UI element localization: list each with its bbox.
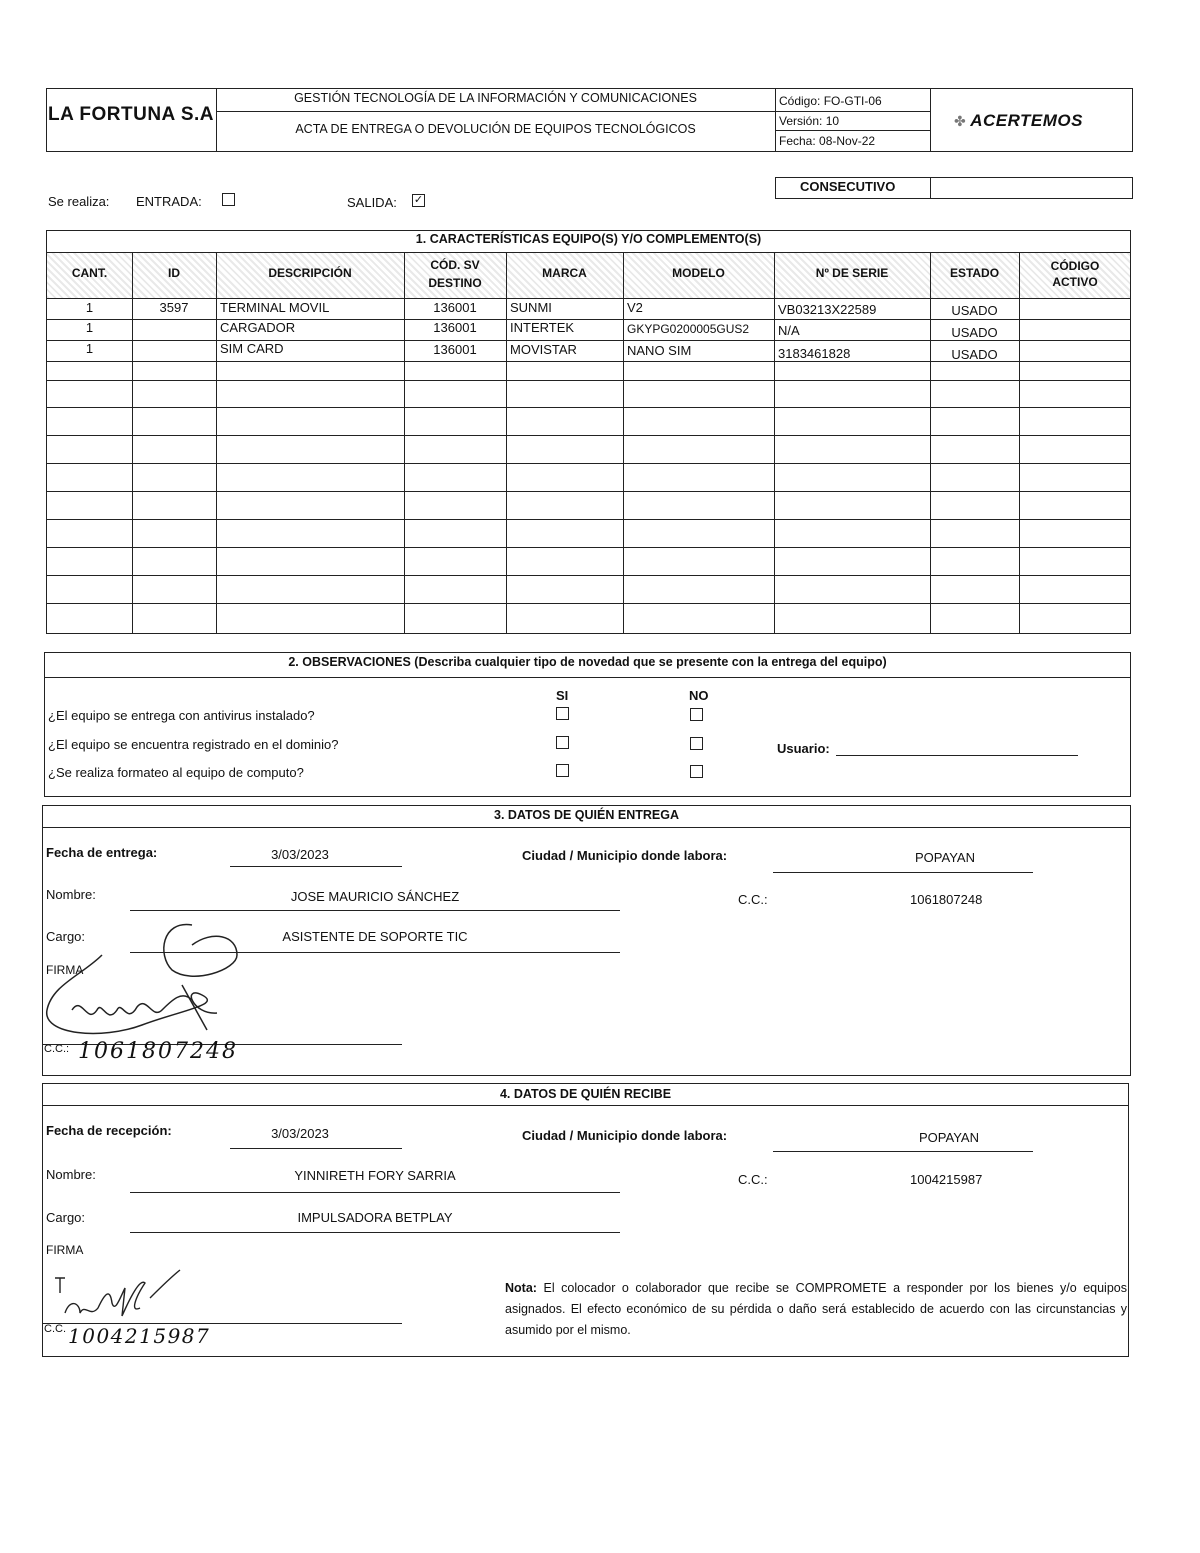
col-cod-sv-destino: CÓD. SV DESTINO	[428, 258, 482, 290]
recibe-firma-cc: 1004215987	[68, 1324, 211, 1348]
entrada-checkbox[interactable]	[222, 193, 235, 206]
cell-id: 3597	[159, 300, 189, 315]
usuario-field[interactable]	[836, 755, 1078, 756]
entrega-cargo: ASISTENTE DE SOPORTE TIC	[282, 929, 468, 944]
recibe-cc-label: C.C.:	[738, 1172, 768, 1187]
salida-label: SALIDA:	[347, 195, 397, 210]
department-title: GESTIÓN TECNOLOGÍA DE LA INFORMACIÓN Y COMUNICACIONES	[294, 91, 697, 105]
cell-cant: 1	[85, 320, 94, 335]
document-version: Versión: 10	[779, 114, 840, 128]
company-name: LA FORTUNA S.A	[47, 104, 215, 125]
cell-cod: 136001	[433, 320, 477, 335]
cell-cant: 1	[85, 341, 94, 356]
entrega-ciudad: POPAYAN	[915, 850, 975, 865]
dominio-no-checkbox[interactable]	[690, 737, 703, 750]
question-formateo: ¿Se realiza formateo al equipo de computo?	[48, 765, 304, 780]
no-label: NO	[689, 688, 709, 703]
cell-modelo: GKYPG0200005GUS2	[627, 322, 750, 336]
cell-cod: 136001	[433, 342, 477, 357]
cell-marca: SUNMI	[510, 300, 552, 315]
recibe-cc: 1004215987	[910, 1172, 983, 1187]
cell-modelo: NANO SIM	[627, 343, 692, 358]
cell-descripcion: SIM CARD	[220, 341, 284, 356]
question-dominio: ¿El equipo se encuentra registrado en el dominio?	[48, 737, 339, 752]
cell-descripcion: TERMINAL MOVIL	[220, 300, 330, 315]
document-date: Fecha: 08-Nov-22	[779, 134, 876, 148]
cell-estado: USADO	[951, 303, 998, 318]
usuario-label: Usuario:	[777, 741, 830, 756]
recibe-ciudad-label: Ciudad / Municipio donde labora:	[522, 1128, 728, 1143]
brand-name: ACERTEMOS	[970, 111, 1083, 130]
nota-text: El colocador o colaborador que recibe se COMPROMETE a responder por los bienes y/o equipos asignados. El efecto económico de su pérdida o daño será establecido de acuerdo con las circunstancias y asumido por el mismo.	[505, 1281, 1127, 1337]
recibe-fecha-label: Fecha de recepción:	[46, 1123, 172, 1138]
recibe-nombre-label: Nombre:	[46, 1167, 96, 1182]
clover-icon: ✤	[954, 113, 966, 129]
question-antivirus: ¿El equipo se entrega con antivirus instalado?	[48, 708, 315, 723]
recibe-signature	[50, 1268, 190, 1328]
recibe-fecha: 3/03/2023	[271, 1126, 329, 1141]
cell-serie: N/A	[778, 323, 800, 338]
recibe-ciudad: POPAYAN	[919, 1130, 979, 1145]
cell-descripcion: CARGADOR	[220, 320, 296, 335]
col-codigo-activo: CÓDIGO ACTIVO	[1050, 259, 1100, 289]
section-1-title: 1. CARACTERÍSTICAS EQUIPO(S) Y/O COMPLEMENTO(S)	[415, 232, 762, 246]
cell-marca: INTERTEK	[510, 320, 575, 335]
nota-paragraph	[505, 1278, 1127, 1341]
col-modelo: MODELO	[672, 266, 725, 280]
entrega-cc: 1061807248	[910, 892, 983, 907]
cell-modelo: V2	[627, 300, 643, 315]
col-descripcion: DESCRIPCIÓN	[268, 266, 352, 280]
cell-cant: 1	[85, 300, 94, 315]
cell-serie: VB03213X22589	[778, 302, 877, 317]
col-marca: MARCA	[542, 266, 587, 280]
entrega-ciudad-label: Ciudad / Municipio donde labora:	[522, 848, 728, 863]
entrega-signature	[42, 915, 252, 1045]
section-2-title: 2. OBSERVACIONES (Describa cualquier tipo de novedad que se presente con la entrega del equipo)	[288, 655, 887, 669]
col-cant: CANT.	[71, 266, 108, 280]
salida-checkbox[interactable]	[412, 194, 425, 207]
document-code: Código: FO-GTI-06	[779, 94, 882, 108]
entrega-fecha: 3/03/2023	[271, 847, 329, 862]
recibe-cargo: IMPULSADORA BETPLAY	[297, 1210, 453, 1225]
section-3-title: 3. DATOS DE QUIÉN ENTREGA	[494, 808, 679, 822]
brand-logo	[954, 111, 1083, 131]
entrega-nombre-label: Nombre:	[46, 887, 96, 902]
entrega-firma-cc-label: C.C.:	[44, 1043, 70, 1055]
antivirus-si-checkbox[interactable]	[556, 707, 569, 720]
movement-label: Se realiza:	[48, 194, 110, 209]
entrega-nombre: JOSE MAURICIO SÁNCHEZ	[290, 889, 460, 904]
antivirus-no-checkbox[interactable]	[690, 708, 703, 721]
formateo-si-checkbox[interactable]	[556, 764, 569, 777]
entrega-cc-label: C.C.:	[738, 892, 768, 907]
cell-marca: MOVISTAR	[510, 342, 577, 357]
dominio-si-checkbox[interactable]	[556, 736, 569, 749]
formateo-no-checkbox[interactable]	[690, 765, 703, 778]
si-label: SI	[556, 688, 569, 703]
cell-cod: 136001	[433, 300, 477, 315]
cell-estado: USADO	[951, 347, 998, 362]
check-icon: ✓	[413, 194, 424, 206]
entrega-firma-cc: 1061807248	[78, 1039, 238, 1064]
section-4-title: 4. DATOS DE QUIÉN RECIBE	[499, 1087, 672, 1101]
document-title: ACTA DE ENTREGA O DEVOLUCIÓN DE EQUIPOS TECNOLÓGICOS	[295, 122, 696, 136]
entrega-firma-label: FIRMA	[46, 963, 84, 977]
col-id: ID	[168, 266, 180, 280]
col-serie: Nº DE SERIE	[815, 266, 889, 280]
recibe-nombre: YINNIRETH FORY SARRIA	[294, 1168, 456, 1183]
entrega-cargo-label: Cargo:	[46, 929, 86, 944]
recibe-firma-cc-label: C.C.	[44, 1323, 66, 1335]
cell-estado: USADO	[951, 325, 998, 340]
col-estado: ESTADO	[949, 266, 1000, 280]
cell-serie: 3183461828	[778, 346, 851, 361]
recibe-firma-label: FIRMA	[46, 1243, 84, 1257]
consecutivo-label: CONSECUTIVO	[800, 179, 896, 194]
entrada-label: ENTRADA:	[136, 194, 202, 209]
nota-label: Nota:	[505, 1281, 537, 1295]
recibe-cargo-label: Cargo:	[46, 1210, 86, 1225]
entrega-fecha-label: Fecha de entrega:	[46, 845, 158, 860]
